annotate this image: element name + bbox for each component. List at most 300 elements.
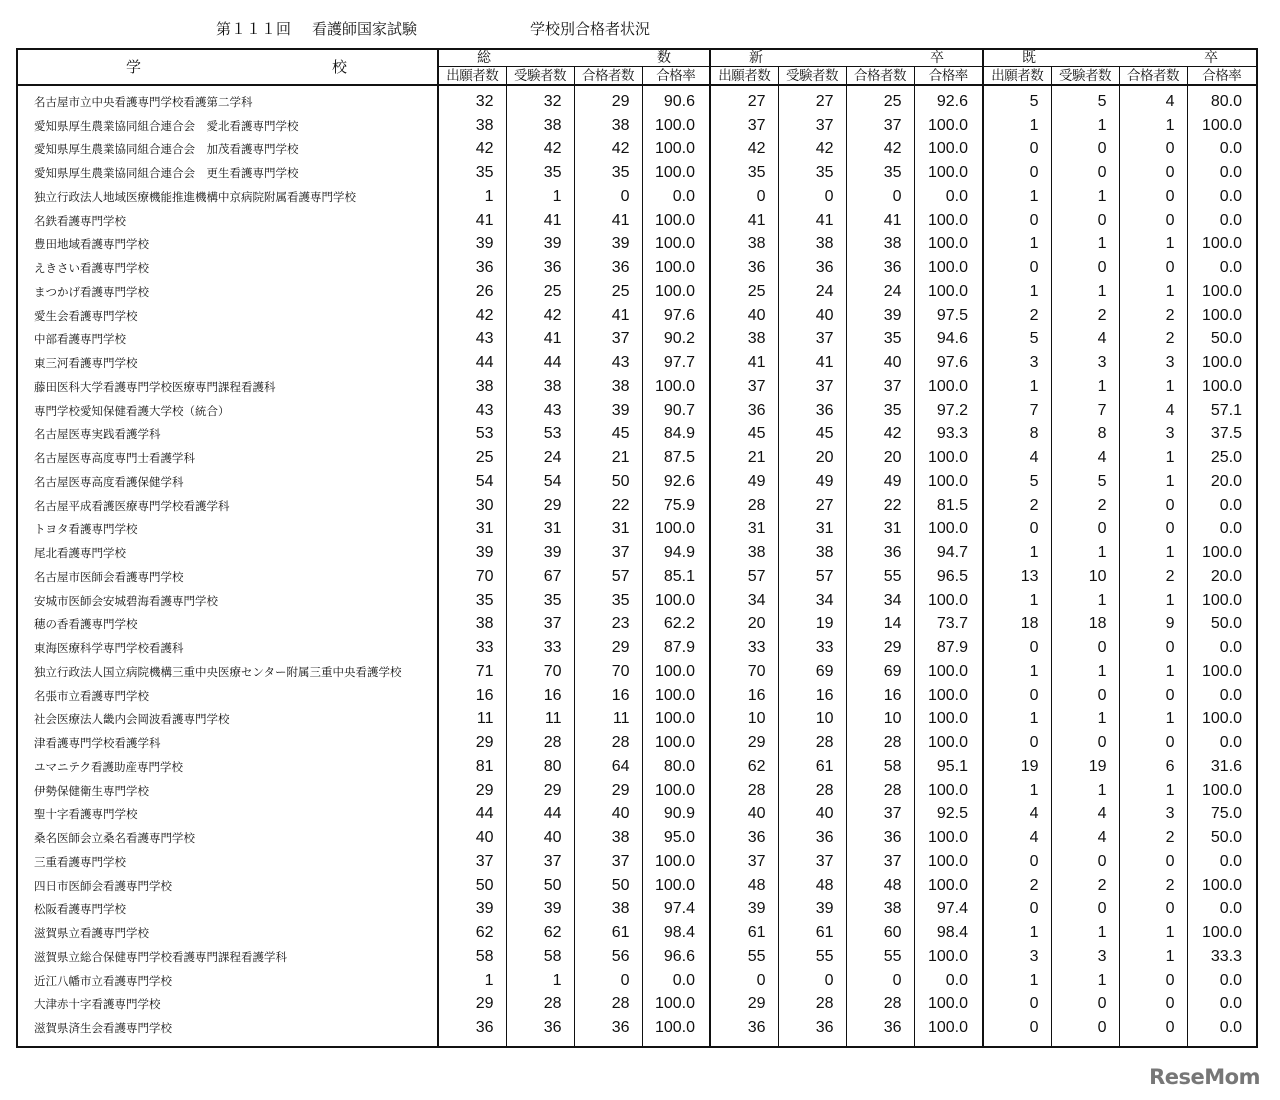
pass-rate-cell: 0.0	[1187, 850, 1257, 874]
pass-rate-cell: 94.9	[642, 541, 710, 565]
examinees-cell: 39	[506, 541, 574, 565]
column-header-past-3: 合格率	[1187, 67, 1257, 86]
passers-cell: 1	[1119, 114, 1187, 138]
column-header-past-0: 出願者数	[983, 67, 1051, 86]
table-row	[17, 541, 1257, 565]
pass-rate-cell: 100.0	[1187, 921, 1257, 945]
examinees-cell: 39	[778, 898, 846, 922]
applicants-cell: 0	[710, 185, 778, 209]
school-name: 名古屋医専高度専門士看護学科	[17, 446, 438, 470]
column-header-new-0: 出願者数	[710, 67, 778, 86]
table-row	[17, 589, 1257, 613]
pass-rate-cell: 0.0	[642, 185, 710, 209]
passers-cell: 2	[1119, 826, 1187, 850]
passers-cell: 55	[846, 945, 914, 969]
pass-rate-cell: 80.0	[642, 755, 710, 779]
examinees-cell: 61	[778, 755, 846, 779]
pass-rate-cell: 0.0	[1187, 209, 1257, 233]
passers-cell: 35	[846, 161, 914, 185]
examinees-cell: 1	[506, 969, 574, 993]
applicants-cell: 37	[710, 850, 778, 874]
examinees-cell: 0	[1051, 161, 1119, 185]
applicants-cell: 32	[438, 85, 506, 114]
passers-cell: 0	[1119, 1016, 1187, 1047]
passers-cell: 0	[1119, 969, 1187, 993]
examinees-cell: 34	[778, 589, 846, 613]
column-header-new-1: 受験者数	[778, 67, 846, 86]
table-row	[17, 423, 1257, 447]
passers-cell: 1	[1119, 779, 1187, 803]
school-name: 大津赤十字看護専門学校	[17, 993, 438, 1017]
examinees-cell: 37	[778, 850, 846, 874]
applicants-cell: 1	[983, 921, 1051, 945]
column-header-total-2: 合格者数	[574, 67, 642, 86]
examinees-cell: 8	[1051, 423, 1119, 447]
applicants-cell: 2	[983, 494, 1051, 518]
examinees-cell: 3	[1051, 351, 1119, 375]
examinees-cell: 39	[506, 233, 574, 257]
applicants-cell: 55	[710, 945, 778, 969]
passers-cell: 38	[846, 233, 914, 257]
school-name: 愛知県厚生農業協同組合連合会 加茂看護専門学校	[17, 138, 438, 162]
passers-cell: 42	[574, 138, 642, 162]
passers-cell: 29	[574, 85, 642, 114]
passers-cell: 0	[1119, 684, 1187, 708]
applicants-cell: 1	[983, 541, 1051, 565]
applicants-cell: 0	[983, 636, 1051, 660]
pass-rate-cell: 100.0	[914, 518, 983, 542]
applicants-cell: 33	[710, 636, 778, 660]
passers-cell: 3	[1119, 351, 1187, 375]
passers-cell: 16	[574, 684, 642, 708]
examinees-cell: 4	[1051, 446, 1119, 470]
passers-cell: 0	[1119, 731, 1187, 755]
examinees-cell: 0	[778, 185, 846, 209]
table-row	[17, 351, 1257, 375]
school-name: 名古屋市立中央看護専門学校看護第二学科	[17, 85, 438, 114]
examinees-cell: 40	[778, 803, 846, 827]
applicants-cell: 53	[438, 423, 506, 447]
applicants-cell: 0	[710, 969, 778, 993]
table-row	[17, 233, 1257, 257]
pass-rate-cell: 0.0	[1187, 185, 1257, 209]
examinees-cell: 5	[1051, 470, 1119, 494]
passers-cell: 25	[846, 85, 914, 114]
examinees-cell: 19	[778, 613, 846, 637]
applicants-cell: 42	[438, 138, 506, 162]
column-header-new-2: 合格者数	[846, 67, 914, 86]
examinees-cell: 1	[1051, 375, 1119, 399]
examinees-cell: 58	[506, 945, 574, 969]
passers-cell: 36	[574, 1016, 642, 1047]
examinees-cell: 4	[1051, 803, 1119, 827]
school-name: 中部看護専門学校	[17, 328, 438, 352]
pass-rate-cell: 37.5	[1187, 423, 1257, 447]
pass-rate-cell: 92.6	[642, 470, 710, 494]
passers-cell: 39	[574, 399, 642, 423]
passers-cell: 28	[574, 731, 642, 755]
pass-rate-cell: 100.0	[914, 826, 983, 850]
examinees-cell: 36	[778, 256, 846, 280]
passers-cell: 0	[846, 185, 914, 209]
applicants-cell: 50	[438, 874, 506, 898]
school-name: 松阪看護専門学校	[17, 898, 438, 922]
applicants-cell: 10	[710, 708, 778, 732]
passers-cell: 41	[574, 209, 642, 233]
pass-rate-cell: 100.0	[1187, 375, 1257, 399]
examinees-cell: 1	[1051, 114, 1119, 138]
passers-cell: 0	[1119, 138, 1187, 162]
pass-rate-cell: 100.0	[642, 874, 710, 898]
examinees-cell: 37	[778, 328, 846, 352]
examinees-cell: 2	[1051, 494, 1119, 518]
examinees-cell: 36	[778, 1016, 846, 1047]
passers-cell: 23	[574, 613, 642, 637]
pass-rate-cell: 100.0	[914, 874, 983, 898]
pass-rate-cell: 0.0	[914, 969, 983, 993]
applicants-cell: 49	[710, 470, 778, 494]
table-row	[17, 945, 1257, 969]
pass-rate-cell: 100.0	[914, 256, 983, 280]
applicants-cell: 41	[710, 209, 778, 233]
pass-rate-cell: 100.0	[642, 256, 710, 280]
passers-cell: 39	[574, 233, 642, 257]
document-title	[0, 18, 1280, 38]
table-row	[17, 779, 1257, 803]
pass-rate-cell: 100.0	[914, 1016, 983, 1047]
applicants-cell: 62	[438, 921, 506, 945]
applicants-cell: 19	[983, 755, 1051, 779]
school-name: 愛生会看護専門学校	[17, 304, 438, 328]
applicants-cell: 29	[710, 731, 778, 755]
applicants-cell: 37	[710, 114, 778, 138]
pass-rate-cell: 0.0	[1187, 993, 1257, 1017]
applicants-cell: 1	[983, 660, 1051, 684]
table-row	[17, 613, 1257, 637]
passers-cell: 69	[846, 660, 914, 684]
pass-rate-cell: 0.0	[1187, 161, 1257, 185]
examinees-cell: 42	[506, 138, 574, 162]
pass-rate-cell: 81.5	[914, 494, 983, 518]
passers-cell: 0	[846, 969, 914, 993]
passers-cell: 0	[1119, 494, 1187, 518]
column-header-total-0: 出願者数	[438, 67, 506, 86]
table-row	[17, 470, 1257, 494]
table-row	[17, 304, 1257, 328]
examinees-cell: 28	[778, 779, 846, 803]
applicants-cell: 3	[983, 351, 1051, 375]
table-row	[17, 684, 1257, 708]
pass-rate-cell: 95.1	[914, 755, 983, 779]
pass-rate-cell: 100.0	[1187, 589, 1257, 613]
table-row	[17, 969, 1257, 993]
applicants-cell: 44	[438, 351, 506, 375]
passers-cell: 57	[574, 565, 642, 589]
examinees-cell: 32	[506, 85, 574, 114]
applicants-cell: 41	[438, 209, 506, 233]
examinees-cell: 69	[778, 660, 846, 684]
examinees-cell: 41	[506, 328, 574, 352]
pass-rate-cell: 0.0	[1187, 969, 1257, 993]
pass-rate-cell: 94.7	[914, 541, 983, 565]
pass-rate-cell: 100.0	[642, 589, 710, 613]
pass-rate-cell: 100.0	[914, 470, 983, 494]
pass-rate-cell: 100.0	[914, 993, 983, 1017]
passers-cell: 1	[1119, 921, 1187, 945]
examinees-cell: 38	[506, 114, 574, 138]
school-name: 名古屋医専高度看護保健学科	[17, 470, 438, 494]
pass-rate-cell: 100.0	[1187, 280, 1257, 304]
passers-cell: 1	[1119, 375, 1187, 399]
applicants-cell: 0	[983, 518, 1051, 542]
applicants-cell: 3	[983, 945, 1051, 969]
applicants-cell: 1	[438, 969, 506, 993]
passers-cell: 2	[1119, 874, 1187, 898]
passers-cell: 0	[1119, 898, 1187, 922]
pass-rate-cell: 97.7	[642, 351, 710, 375]
applicants-cell: 13	[983, 565, 1051, 589]
applicants-cell: 48	[710, 874, 778, 898]
pass-rate-cell: 97.4	[914, 898, 983, 922]
examinees-cell: 38	[506, 375, 574, 399]
applicants-cell: 7	[983, 399, 1051, 423]
applicants-cell: 37	[710, 375, 778, 399]
applicants-cell: 38	[438, 613, 506, 637]
applicants-cell: 57	[710, 565, 778, 589]
passers-cell: 39	[846, 304, 914, 328]
pass-rate-cell: 97.6	[642, 304, 710, 328]
pass-rate-cell: 100.0	[1187, 541, 1257, 565]
school-name: 藤田医科大学看護専門学校医療専門課程看護科	[17, 375, 438, 399]
examinees-cell: 0	[1051, 256, 1119, 280]
passers-cell: 49	[846, 470, 914, 494]
passers-cell: 4	[1119, 399, 1187, 423]
examinees-cell: 1	[1051, 921, 1119, 945]
examinees-cell: 27	[778, 85, 846, 114]
applicants-cell: 1	[983, 969, 1051, 993]
table-row	[17, 898, 1257, 922]
school-name: えきさい看護専門学校	[17, 256, 438, 280]
group-header-past: 既 卒	[983, 49, 1257, 67]
pass-rate-cell: 0.0	[1187, 518, 1257, 542]
applicants-cell: 0	[983, 161, 1051, 185]
pass-rate-cell: 100.0	[642, 280, 710, 304]
pass-rate-cell: 100.0	[914, 660, 983, 684]
pass-rate-cell: 0.0	[1187, 256, 1257, 280]
passers-cell: 45	[574, 423, 642, 447]
passers-cell: 6	[1119, 755, 1187, 779]
pass-rate-cell: 87.9	[642, 636, 710, 660]
table-row	[17, 921, 1257, 945]
passers-cell: 1	[1119, 589, 1187, 613]
pass-rate-cell: 97.5	[914, 304, 983, 328]
passers-cell: 0	[574, 969, 642, 993]
pass-rate-cell: 50.0	[1187, 328, 1257, 352]
passers-cell: 1	[1119, 446, 1187, 470]
passers-cell: 37	[846, 375, 914, 399]
pass-rate-cell: 20.0	[1187, 470, 1257, 494]
examinees-cell: 16	[506, 684, 574, 708]
examinees-cell: 0	[1051, 898, 1119, 922]
passers-cell: 0	[1119, 256, 1187, 280]
passers-cell: 24	[846, 280, 914, 304]
school-name: 愛知県厚生農業協同組合連合会 更生看護専門学校	[17, 161, 438, 185]
school-name: 専門学校愛知保健看護大学校（統合）	[17, 399, 438, 423]
passers-cell: 35	[846, 328, 914, 352]
examinees-cell: 16	[778, 684, 846, 708]
passers-cell: 2	[1119, 328, 1187, 352]
examinees-cell: 29	[506, 779, 574, 803]
examinees-cell: 1	[1051, 233, 1119, 257]
column-header-total-1: 受験者数	[506, 67, 574, 86]
passers-cell: 10	[846, 708, 914, 732]
school-name: 四日市医師会看護専門学校	[17, 874, 438, 898]
pass-rate-cell: 100.0	[914, 684, 983, 708]
applicants-cell: 39	[438, 233, 506, 257]
passers-cell: 40	[574, 803, 642, 827]
passers-cell: 37	[574, 328, 642, 352]
passers-cell: 42	[846, 138, 914, 162]
passers-cell: 36	[574, 256, 642, 280]
pass-rate-cell: 0.0	[1187, 731, 1257, 755]
applicants-cell: 0	[983, 684, 1051, 708]
examinees-cell: 0	[1051, 138, 1119, 162]
pass-rate-cell: 87.5	[642, 446, 710, 470]
applicants-cell: 41	[710, 351, 778, 375]
passers-cell: 9	[1119, 613, 1187, 637]
pass-rate-cell: 100.0	[642, 684, 710, 708]
school-name: 津看護専門学校看護学科	[17, 731, 438, 755]
school-header: 学 校	[17, 49, 438, 85]
passers-cell: 0	[1119, 850, 1187, 874]
pass-rate-cell: 100.0	[1187, 351, 1257, 375]
school-name: 名鉄看護専門学校	[17, 209, 438, 233]
passers-cell: 29	[574, 779, 642, 803]
table-row	[17, 399, 1257, 423]
pass-rate-cell: 100.0	[642, 138, 710, 162]
applicants-cell: 11	[438, 708, 506, 732]
applicants-cell: 38	[710, 233, 778, 257]
examinees-cell: 55	[778, 945, 846, 969]
table-row	[17, 708, 1257, 732]
passers-cell: 38	[574, 114, 642, 138]
examinees-cell: 38	[778, 541, 846, 565]
applicants-cell: 40	[710, 304, 778, 328]
applicants-cell: 4	[983, 803, 1051, 827]
table-row	[17, 256, 1257, 280]
passers-cell: 20	[846, 446, 914, 470]
pass-rate-cell: 0.0	[642, 969, 710, 993]
applicants-cell: 39	[438, 541, 506, 565]
examinees-cell: 33	[506, 636, 574, 660]
passers-cell: 11	[574, 708, 642, 732]
passers-cell: 14	[846, 613, 914, 637]
applicants-cell: 38	[438, 114, 506, 138]
pass-rate-cell: 20.0	[1187, 565, 1257, 589]
school-name: 東海医療科学専門学校看護科	[17, 636, 438, 660]
pass-rate-cell: 100.0	[642, 660, 710, 684]
passers-cell: 37	[846, 114, 914, 138]
applicants-cell: 71	[438, 660, 506, 684]
pass-rate-cell: 100.0	[642, 731, 710, 755]
pass-rate-cell: 62.2	[642, 613, 710, 637]
applicants-cell: 1	[983, 233, 1051, 257]
applicants-cell: 38	[710, 328, 778, 352]
school-name: ユマニテク看護助産専門学校	[17, 755, 438, 779]
examinees-cell: 1	[1051, 969, 1119, 993]
examinees-cell: 36	[778, 399, 846, 423]
applicants-cell: 37	[438, 850, 506, 874]
pass-rate-cell: 100.0	[1187, 660, 1257, 684]
applicants-cell: 8	[983, 423, 1051, 447]
applicants-cell: 0	[983, 993, 1051, 1017]
school-name: 伊勢保健衛生専門学校	[17, 779, 438, 803]
applicants-cell: 1	[438, 185, 506, 209]
examinees-cell: 10	[778, 708, 846, 732]
results-table	[16, 48, 1258, 1048]
examinees-cell: 45	[778, 423, 846, 447]
examinees-cell: 43	[506, 399, 574, 423]
applicants-cell: 1	[983, 779, 1051, 803]
pass-rate-cell: 100.0	[914, 209, 983, 233]
table-row	[17, 636, 1257, 660]
examinees-cell: 1	[1051, 185, 1119, 209]
examinees-cell: 10	[1051, 565, 1119, 589]
passers-cell: 2	[1119, 565, 1187, 589]
pass-rate-cell: 85.1	[642, 565, 710, 589]
passers-cell: 64	[574, 755, 642, 779]
examinees-cell: 0	[1051, 1016, 1119, 1047]
pass-rate-cell: 96.5	[914, 565, 983, 589]
examinees-cell: 2	[1051, 304, 1119, 328]
applicants-cell: 5	[983, 85, 1051, 114]
applicants-cell: 2	[983, 874, 1051, 898]
examinees-cell: 7	[1051, 399, 1119, 423]
passers-cell: 35	[574, 161, 642, 185]
applicants-cell: 26	[438, 280, 506, 304]
passers-cell: 31	[846, 518, 914, 542]
examinees-cell: 35	[506, 161, 574, 185]
applicants-cell: 5	[983, 328, 1051, 352]
examinees-cell: 31	[506, 518, 574, 542]
school-name: 尾北看護専門学校	[17, 541, 438, 565]
examinees-cell: 5	[1051, 85, 1119, 114]
examinees-cell: 28	[506, 731, 574, 755]
pass-rate-cell: 73.7	[914, 613, 983, 637]
examinees-cell: 28	[778, 993, 846, 1017]
column-header-new-3: 合格率	[914, 67, 983, 86]
examinees-cell: 36	[506, 256, 574, 280]
passers-cell: 38	[574, 826, 642, 850]
column-header-past-2: 合格者数	[1119, 67, 1187, 86]
pass-rate-cell: 0.0	[1187, 138, 1257, 162]
passers-cell: 28	[574, 993, 642, 1017]
applicants-cell: 16	[710, 684, 778, 708]
school-name: 滋賀県立総合保健専門学校看護専門課程看護学科	[17, 945, 438, 969]
passers-cell: 42	[846, 423, 914, 447]
applicants-cell: 16	[438, 684, 506, 708]
pass-rate-cell: 94.6	[914, 328, 983, 352]
table-row	[17, 185, 1257, 209]
table-row	[17, 114, 1257, 138]
applicants-cell: 29	[710, 993, 778, 1017]
school-name: 東三河看護専門学校	[17, 351, 438, 375]
examinees-cell: 19	[1051, 755, 1119, 779]
pass-rate-cell: 95.0	[642, 826, 710, 850]
pass-rate-cell: 80.0	[1187, 85, 1257, 114]
passers-cell: 36	[846, 541, 914, 565]
group-header-new: 新 卒	[710, 49, 983, 67]
